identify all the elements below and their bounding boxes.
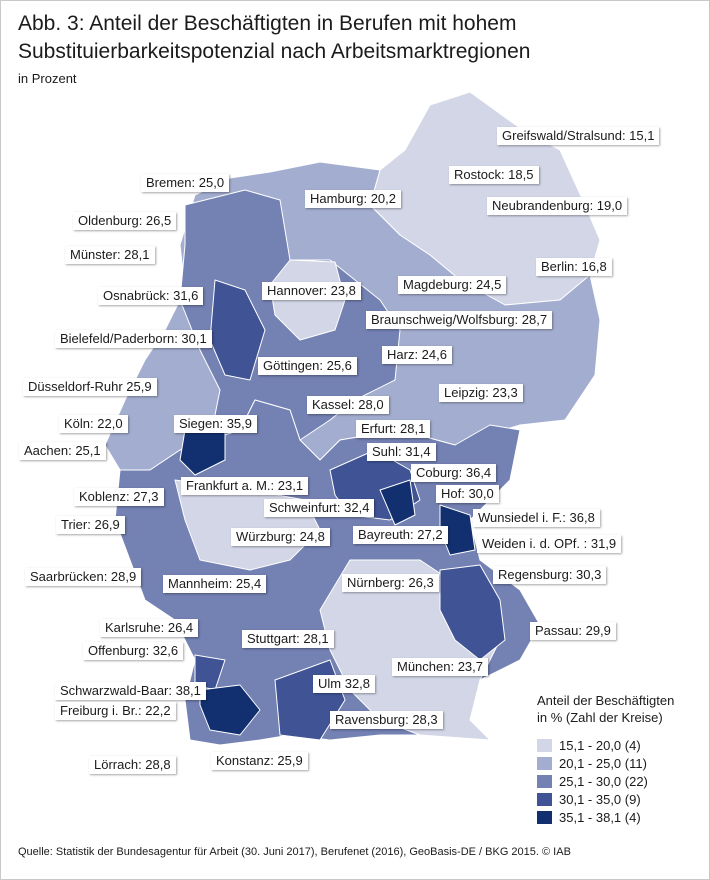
region-label: Köln: 22,0 <box>59 415 128 433</box>
region-label: Freiburg i. Br.: 22,2 <box>55 702 176 720</box>
legend-item <box>537 791 641 808</box>
legend-swatch <box>537 811 552 824</box>
title-line-2: Substituierbarkeitspotenzial nach Arbeitsmarktregionen <box>18 40 531 63</box>
legend-item-label: 15,1 - 20,0 (4) <box>559 738 641 753</box>
region-label: Harz: 24,6 <box>382 346 452 364</box>
region-label: Konstanz: 25,9 <box>211 752 308 770</box>
region-label: München: 23,7 <box>392 658 488 676</box>
legend-title-line-1: Anteil der Beschäftigten <box>537 693 675 708</box>
region-label: Ulm 32,8 <box>313 675 375 693</box>
region-label: Oldenburg: 26,5 <box>73 212 176 230</box>
region-label: Stuttgart: 28,1 <box>242 630 334 648</box>
legend-item-label: 35,1 - 38,1 (4) <box>559 810 641 825</box>
region-label: Braunschweig/Wolfsburg: 28,7 <box>366 311 552 329</box>
legend-item <box>537 737 641 754</box>
legend-swatch <box>537 793 552 806</box>
region-label: Hamburg: 20,2 <box>305 190 401 208</box>
legend-item <box>537 809 641 826</box>
region-label: Lörrach: 28,8 <box>89 756 176 774</box>
legend-swatch <box>537 757 552 770</box>
region-label: Schweinfurt: 32,4 <box>264 499 374 517</box>
region-label: Nürnberg: 26,3 <box>342 574 439 592</box>
region-label: Offenburg: 32,6 <box>83 642 183 660</box>
region-label: Würzburg: 24,8 <box>231 528 330 546</box>
legend-item <box>537 773 648 790</box>
title-line-1: Abb. 3: Anteil der Beschäftigten in Berufen mit hohem <box>18 12 517 35</box>
legend-item-label: 20,1 - 25,0 (11) <box>559 756 647 771</box>
region-label: Berlin: 16,8 <box>536 258 612 276</box>
region-label: Greifswald/Stralsund: 15,1 <box>497 127 659 145</box>
region-label: Magdeburg: 24,5 <box>398 276 506 294</box>
legend-title-line-2: in % (Zahl der Kreise) <box>537 710 663 725</box>
region-label: Frankfurt a. M.: 23,1 <box>181 477 308 495</box>
region-label: Schwarzwald-Baar: 38,1 <box>55 682 206 700</box>
region-label: Bielefeld/Paderborn: 30,1 <box>55 330 212 348</box>
region-label: Coburg: 36,4 <box>411 464 496 482</box>
region-label: Mannheim: 25,4 <box>163 575 266 593</box>
region-label: Münster: 28,1 <box>65 246 155 264</box>
region-label: Erfurt: 28,1 <box>356 420 430 438</box>
region-label: Göttingen: 25,6 <box>258 357 357 375</box>
region-label: Karlsruhe: 26,4 <box>100 619 198 637</box>
figure-subtitle: in Prozent <box>18 71 77 86</box>
region-label: Leipzig: 23,3 <box>439 384 523 402</box>
region-label: Osnabrück: 31,6 <box>98 287 203 305</box>
legend-title <box>537 692 674 726</box>
region-label: Bremen: 25,0 <box>141 174 229 192</box>
region-label: Bayreuth: 27,2 <box>353 526 448 544</box>
legend-item-label: 25,1 - 30,0 (22) <box>559 774 648 789</box>
legend-swatch <box>537 775 552 788</box>
region-label: Trier: 26,9 <box>56 516 125 534</box>
region-label: Rostock: 18,5 <box>449 166 539 184</box>
region-label: Wunsiedel i. F.: 36,8 <box>473 509 600 527</box>
region-label: Aachen: 25,1 <box>19 442 106 460</box>
region-label: Hannover: 23,8 <box>262 282 361 300</box>
source-note: Quelle: Statistik der Bundesagentur für Arbeit (30. Juni 2017), Berufenet (2016), GeoBasis-DE / BKG 2015. © IAB <box>18 846 571 858</box>
region-label: Neubrandenburg: 19,0 <box>487 197 627 215</box>
region-label: Suhl: 31,4 <box>367 443 436 461</box>
region-label: Weiden i. d. OPf. : 31,9 <box>477 535 621 553</box>
legend-item-label: 30,1 - 35,0 (9) <box>559 792 641 807</box>
region-label: Ravensburg: 28,3 <box>330 711 443 729</box>
region-label: Siegen: 35,9 <box>174 415 257 433</box>
region-label: Kassel: 28,0 <box>307 396 389 414</box>
region-label: Düsseldorf-Ruhr 25,9 <box>23 378 157 396</box>
region-label: Hof: 30,0 <box>436 485 499 503</box>
region-label: Passau: 29,9 <box>530 622 616 640</box>
region-label: Saarbrücken: 28,9 <box>25 568 141 586</box>
legend-swatch <box>537 739 552 752</box>
region-label: Koblenz: 27,3 <box>74 488 164 506</box>
legend-item <box>537 755 647 772</box>
region-label: Regensburg: 30,3 <box>493 566 606 584</box>
